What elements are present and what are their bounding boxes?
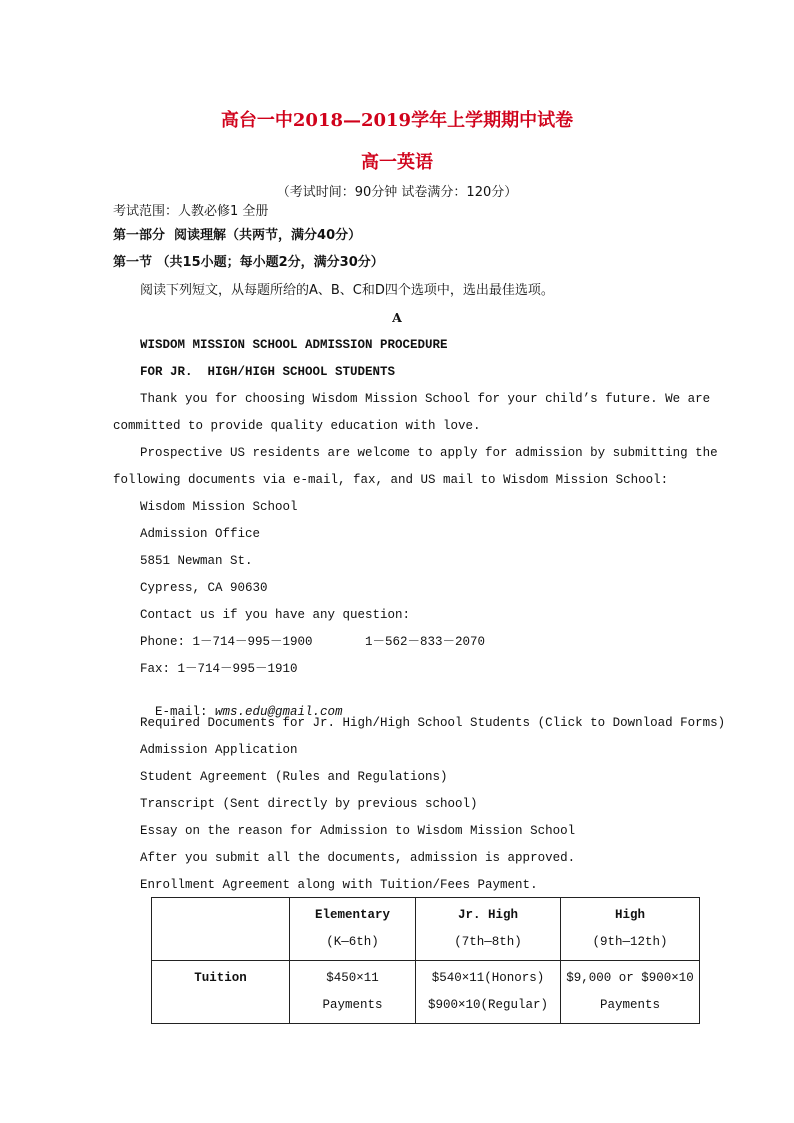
header-name: Elementary: [314, 908, 390, 922]
cell-line: $900×10(Regular): [427, 998, 549, 1012]
paragraph-line: committed to provide quality education with love.: [113, 419, 481, 433]
tuition-table: [151, 897, 700, 1024]
address-line: Admission Office: [140, 527, 261, 541]
paragraph-line: Thank you for choosing Wisdom Mission School for your child’s future. We are: [140, 392, 711, 406]
header-name: High: [614, 908, 645, 922]
instruction: 阅读下列短文，从每题所给的A、B、C和D四个选项中，选出最佳选项。: [140, 283, 554, 298]
section-heading: 第一节 （共15小题；每小题2分，满分30分）: [113, 255, 384, 270]
exam-title: 高台一中2018—2019学年上学期期中试卷: [220, 110, 574, 131]
document-item: Essay on the reason for Admission to Wisdom Mission School: [140, 824, 576, 838]
header-name: Jr. High: [457, 908, 518, 922]
passage-letter: A: [392, 310, 402, 325]
table-header-cell: [561, 898, 700, 961]
table-row: [152, 961, 700, 1024]
address-line: 5851 Newman St.: [140, 554, 253, 568]
table-corner-cell: [152, 898, 290, 961]
document-item: Admission Application: [140, 743, 298, 757]
email-link[interactable]: wms.edu@gmail.com: [215, 705, 343, 719]
required-documents-line[interactable]: Required Documents for Jr. High/High School Students (Click to Download Forms): [140, 716, 726, 730]
header-range: (9th—12th): [592, 935, 668, 949]
passage-heading: WISDOM MISSION SCHOOL ADMISSION PROCEDURE: [140, 338, 448, 352]
header-range: (K—6th): [326, 935, 379, 949]
document-item: Student Agreement (Rules and Regulations): [140, 770, 448, 784]
header-range: (7th—8th): [454, 935, 522, 949]
exam-info: （考试时间：90分钟 试卷满分：120分）: [276, 185, 518, 200]
address-line: Cypress, CA 90630: [140, 581, 268, 595]
fax-line: Fax: 1－714－995－1910: [140, 662, 298, 676]
phone-line: Phone: 1－714－995－1900 1－562－833－2070: [140, 635, 486, 649]
cell-line: $450×11: [326, 971, 379, 985]
address-line: Wisdom Mission School: [140, 500, 298, 514]
paragraph-line: Enrollment Agreement along with Tuition/Fees Payment.: [140, 878, 538, 892]
contact-line: Contact us if you have any question:: [140, 608, 411, 622]
exam-subject: 高一英语: [361, 152, 433, 173]
table-cell: [290, 961, 416, 1024]
cell-line: $9,000 or $900×10: [566, 971, 694, 985]
cell-line: Payments: [322, 998, 383, 1012]
row-label: Tuition: [152, 961, 290, 1024]
paragraph-line: following documents via e-mail, fax, and US mail to Wisdom Mission School:: [113, 473, 669, 487]
paragraph-line: Prospective US residents are welcome to apply for admission by submitting the: [140, 446, 718, 460]
table-header-cell: [416, 898, 561, 961]
part-heading: 第一部分 阅读理解（共两节，满分40分）: [113, 228, 362, 243]
cell-line: $540×11(Honors): [431, 971, 545, 985]
document-item: Transcript (Sent directly by previous school): [140, 797, 478, 811]
exam-scope: 考试范围：人教必修1 全册: [113, 204, 269, 219]
email-label: E-mail:: [155, 705, 216, 719]
table-cell: [416, 961, 561, 1024]
passage-subheading: FOR JR. HIGH/HIGH SCHOOL STUDENTS: [140, 365, 396, 379]
cell-line: Payments: [599, 998, 660, 1012]
table-header-cell: [290, 898, 416, 961]
table-header-row: [152, 898, 700, 961]
table-cell: [561, 961, 700, 1024]
paragraph-line: After you submit all the documents, admission is approved.: [140, 851, 576, 865]
